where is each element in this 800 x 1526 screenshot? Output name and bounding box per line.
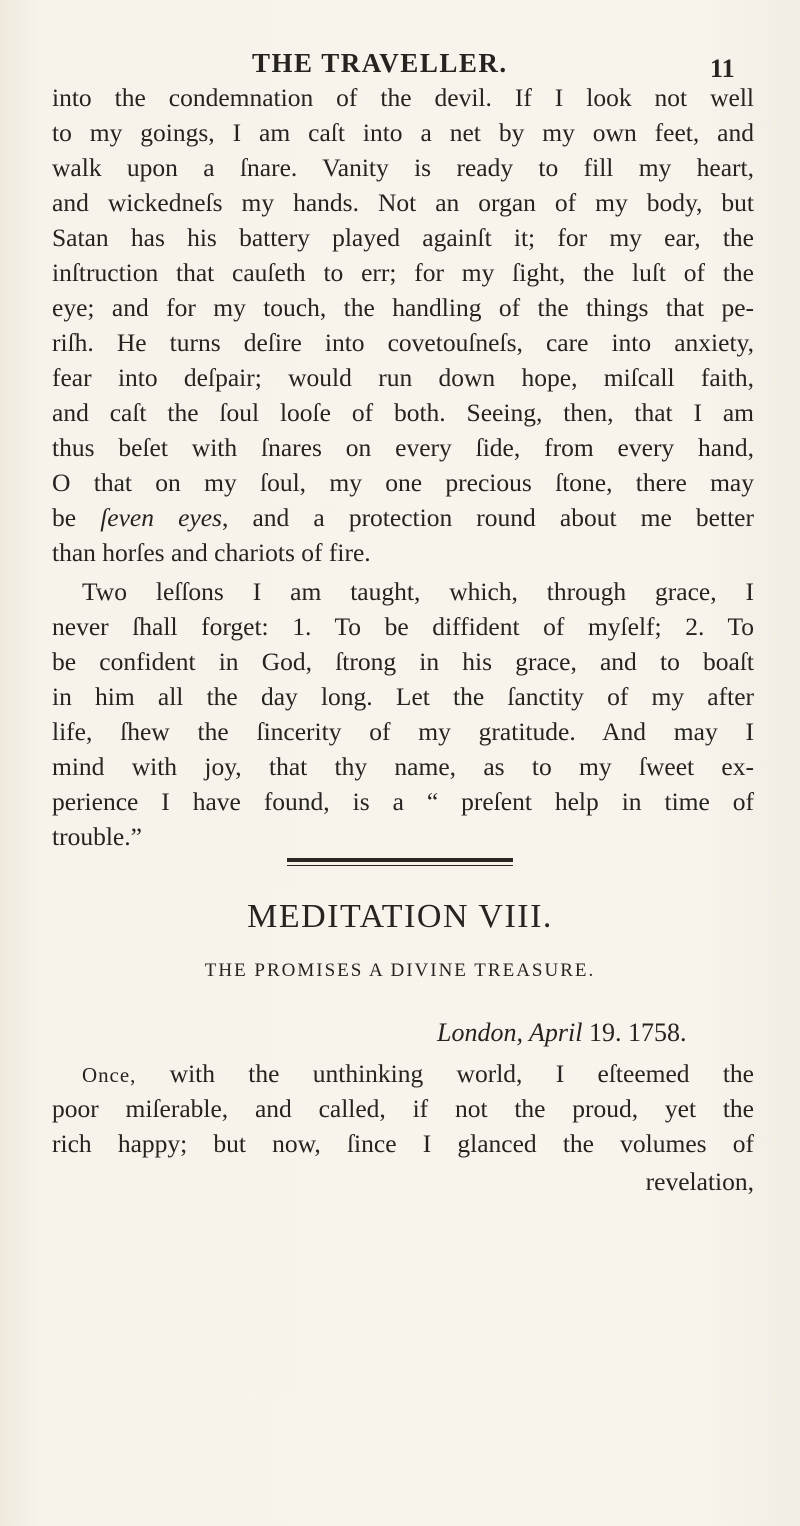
text-line: riſh. He turns deſire into covetouſneſs, care into anxiety, <box>52 328 754 357</box>
text-line: Two leſſons I am taught, which, through grace, I <box>82 577 754 606</box>
text-line: trouble.” <box>52 822 142 851</box>
text-line <box>52 1058 754 1091</box>
text-fragment: with the unthinking world, I eſteemed the <box>136 1059 754 1088</box>
text-line: to my goings, I am caſt into a net by my own feet, and <box>52 118 754 147</box>
text-line: rich happy; but now, ſince I glanced the volumes of <box>52 1129 754 1158</box>
text-line: never ſhall forget: 1. To be diffident of myſelf; 2. To <box>52 612 754 641</box>
date-place: London, April <box>437 1018 583 1047</box>
text-line: walk upon a ſnare. Vanity is ready to fill my heart, <box>52 153 754 182</box>
text-line: O that on my ſoul, my one precious ſtone, there may <box>52 468 754 497</box>
opening-word: Once, <box>82 1063 137 1087</box>
text-fragment: be <box>52 503 101 532</box>
text-line: than horſes and chariots of fire. <box>52 538 371 567</box>
running-title: THE TRAVELLER. <box>252 48 508 78</box>
text-line: and caſt the ſoul looſe of both. Seeing, then, that I am <box>52 398 754 427</box>
text-line: Satan has his battery played againſt it; for my ear, the <box>52 223 754 252</box>
text-line: eye; and for my touch, the handling of the things that pe- <box>52 293 754 322</box>
text-line: mind with joy, that thy name, as to my ſweet ex- <box>52 752 754 781</box>
text-line: be confident in God, ſtrong in his grace, and to boaſt <box>52 647 754 676</box>
italic-phrase: ſeven eyes <box>100 503 222 532</box>
text-line: life, ſhew the ſincerity of my gratitude. And may I <box>52 717 754 746</box>
text-fragment: , and a protection round about me better <box>221 503 754 532</box>
section-heading: MEDITATION VIII. <box>247 898 553 935</box>
text-line: poor miſerable, and called, if not the proud, yet the <box>52 1094 754 1123</box>
section-divider <box>287 858 513 867</box>
section-subheading: THE PROMISES A DIVINE TREASURE. <box>204 960 596 981</box>
text-line: inſtruction that cauſeth to err; for my ſight, the luſt of the <box>52 258 754 287</box>
text-line: thus beſet with ſnares on every ſide, from every hand, <box>52 433 754 462</box>
text-line: and wickedneſs my hands. Not an organ of my body, but <box>52 188 754 217</box>
catchword: revelation, <box>645 1167 754 1196</box>
text-line: fear into deſpair; would run down hope, miſcall faith, <box>52 363 754 392</box>
text-line: into the condemnation of the devil. If I look not well <box>52 83 754 112</box>
text-line: in him all the day long. Let the ſanctity of my after <box>52 682 754 711</box>
text-line-italic <box>52 502 754 534</box>
date-rest: 19. 1758. <box>582 1018 687 1047</box>
text-line: perience I have found, is a “ preſent help in time of <box>52 787 754 816</box>
page-number: 11 <box>710 54 735 83</box>
dateline <box>437 1018 686 1048</box>
